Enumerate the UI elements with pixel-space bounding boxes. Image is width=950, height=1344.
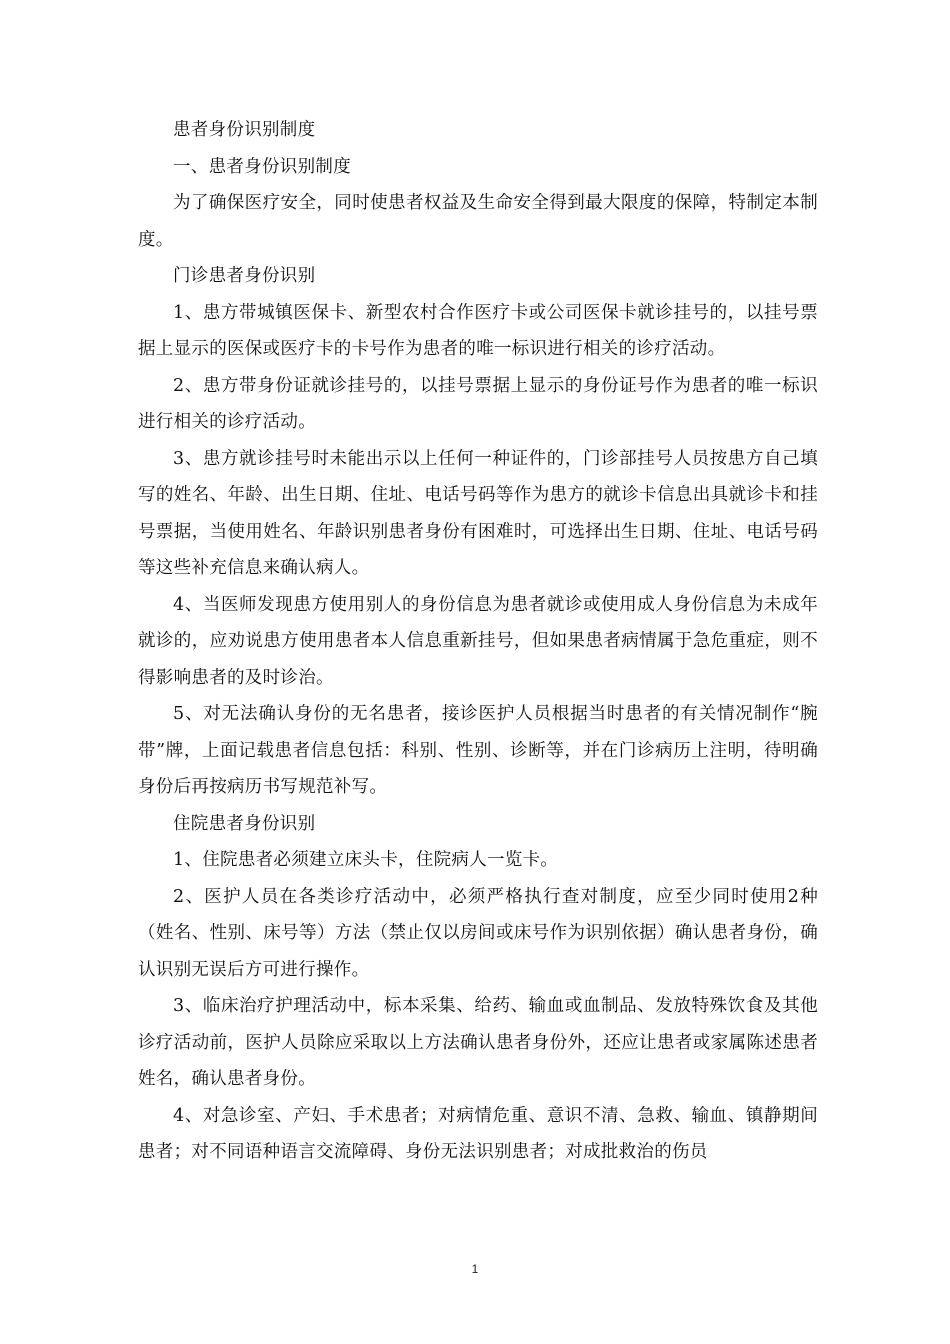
inpatient-item-4: 4、对急诊室、产妇、手术患者；对病情危重、意识不清、急救、输血、镇静期间患者；对不同语种语言交流障碍、身份无法识别患者；对成批救治的伤员 xyxy=(138,1105,818,1162)
outpatient-item-5: 5、对无法确认身份的无名患者，接诊医护人员根据当时患者的有关情况制作“腕带”牌，上面记载患者信息包括：科别、性别、诊断等，并在门诊病历上注明，待明确身份后再按病历书写规范补写。 xyxy=(138,704,818,797)
page-number: 1 xyxy=(471,1262,479,1276)
outpatient-item-1: 1、患方带城镇医保卡、新型农村合作医疗卡或公司医保卡就诊挂号的，以挂号票据上显示的医保或医疗卡的卡号作为患者的唯一标识进行相关的诊疗活动。 xyxy=(138,302,818,359)
inpatient-item-3: 3、临床治疗护理活动中，标本采集、给药、输血或血制品、发放特殊饮食及其他诊疗活动前，医护人员除应采取以上方法确认患者身份外，还应让患者或家属陈述患者姓名，确认患者身份。 xyxy=(138,996,818,1089)
outpatient-item-2: 2、患方带身份证就诊挂号的，以挂号票据上显示的身份证号作为患者的唯一标识进行相关的诊疗活动。 xyxy=(138,375,818,432)
subsection-heading-inpatient: 住院患者身份识别 xyxy=(173,813,316,834)
document-body xyxy=(138,112,818,1171)
intro-paragraph: 为了确保医疗安全，同时使患者权益及生命安全得到最大限度的保障，特制定本制度。 xyxy=(138,193,818,250)
outpatient-item-3: 3、患方就诊挂号时未能出示以上任何一种证件的，门诊部挂号人员按患方自己填写的姓名、年龄、出生日期、住址、电话号码等作为患方的就诊卡信息出具就诊卡和挂号票据，当使用姓名、年龄识别患者身份有困难时，可选择出生日期、住址、电话号码等这些补充信息来确认病人。 xyxy=(138,448,818,578)
section-heading: 一、患者身份识别制度 xyxy=(173,156,351,177)
document-title: 患者身份识别制度 xyxy=(173,120,316,140)
outpatient-item-4: 4、当医师发现患方使用别人的身份信息为患者就诊或使用成人身份信息为未成年就诊的，应劝说患方使用患者本人信息重新挂号，但如果患者病情属于急危重症，则不得影响患者的及时诊治。 xyxy=(138,594,818,688)
inpatient-item-1: 1、住院患者必须建立床头卡，住院病人一览卡。 xyxy=(173,850,559,870)
subsection-heading-outpatient: 门诊患者身份识别 xyxy=(173,266,316,286)
inpatient-item-2: 2、医护人员在各类诊疗活动中，必须严格执行查对制度，应至少同时使用2种（姓名、性别、床号等）方法（禁止仅以房间或床号作为识别依据）确认患者身份，确认识别无误后方可进行操作。 xyxy=(138,886,818,980)
